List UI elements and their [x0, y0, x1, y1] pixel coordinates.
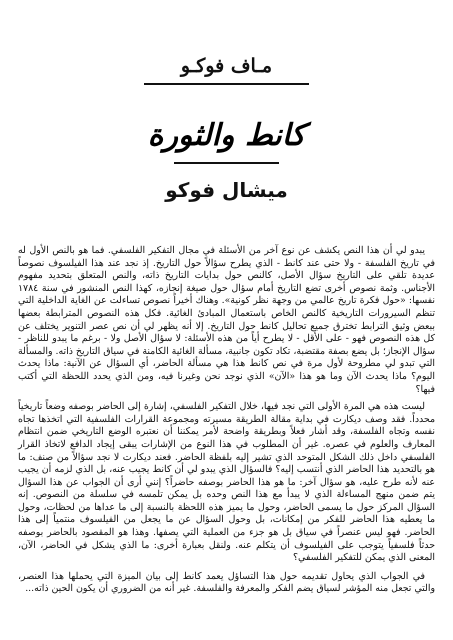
article-title-block — [0, 118, 453, 202]
title-divider — [174, 162, 279, 164]
article-body — [18, 245, 435, 601]
running-header — [0, 55, 453, 85]
article-title: كانط والثورة — [147, 118, 306, 153]
body-paragraph: يبدو لي أن هذا النص يكشف عن نوع آخر من الأسئلة في مجال التفكير الفلسفي. فما هو بالنص الأول له في تاريخ الفلسفة - ولا حتى عند كانط - الذي يطرح سؤالاً حول التاريخ. إذ نجد عند هذا الفيلسوف نصوصاً عديدة تلقي على التاريخ سؤال الأصل، كالنص حول بدايات التاريخ ذاته، والنص المتعلق بتحديد مفهوم الأجناس. وثمة نصوص أخرى تضع التاريخ أمام سؤال حول صيغة إنجازه، كهذا النص المنشور في سنة ١٧٨٤ نفسها: «حول فكرة تاريخ عالمي من وجهة نظر كونية». وهناك أخيراً نصوص تساءلت عن الغاية الداخلية التي تنظم السيرورات التاريخية كالنص الخاص باستعمال المبادئ الغائية. فكل هذه النصوص المترابطة بعضها ببعض وثيق الترابط تخترق جميع تحاليل كانط حول التاريخ. إلا أنه يظهر لي أن نص عصر التنوير يختلف عن كل هذه النصوص فهو - على الأقل - لا يطرح أياً من هذه الأسئلة: لا سؤال الأصل ولا - برغم ما يبدو للناظر - سؤال الإنجاز؛ بل يضع بصفة مقتضبة، تكاد تكون جانبية، مسألة الغائية الكامنة في سياق التاريخ ذاته. والمسألة التي تبدو لي مطروحة لأول مرة في نص كانط هذا هي مسألة الحاضر، أي السؤال عن الآنية: ماذا يحدث اليوم؟ ماذا يحدث الآن وما هو هذا «الآن» الذي نوجد نحن وغيرنا فيه، ومن الذي يحدد اللحظة التي أكتب فيها؟ — [18, 245, 435, 395]
body-paragraph: في الجواب الذي يحاول تقديمه حول هذا التساؤل يعمد كانط إلى بيان الميزة التي يحملها هذا العنصر، والتي تجعل منه المؤشر لسياق يضم الفكر والمعرفة والفلسفة. غير أنه من الضروري أن يكون الحين ذاته... — [18, 570, 435, 595]
article-author: ميشال فوكو — [165, 178, 288, 202]
header-divider — [144, 83, 309, 85]
body-paragraph: ليست هذه هي المرة الأولى التي نجد فيها، خلال التفكير الفلسفي، إشارة إلى الحاضر بوصفه وضعاً تاريخياً محدداً. فقد وصف ديكارت في بداية مقالة الطريقة مسيرته ومجموعة القرارات الفلسفية التي اتخذها تجاه نفسه وتجاه الفلسفة، وقد أشار فعلاً وبطريقة واضحة لأمر يمكننا أن نعتبره الوضع التاريخي ضمن انتظام المعارف والعلوم في عصره. غير أن المطلوب في هذا النوع من الإشارات يبقى إيجاد الدافع لاتخاذ القرار الفلسفي داخل ذلك الشكل المتوحد الذي تشير إليه بلفظة الحاضر. فعند ديكارت لا نجد سؤالاً من صنف: ما هو بالتحديد هذا الحاضر الذي أنتسب إليه؟ فالسؤال الذي يبدو لي أن كانط يجيب عنه، بل الذي لزمه أن يجيب عنه لأنه طرح عليه، هو سؤال آخر: ما هو هذا الحاضر بوصفه حاضراً؟ إنني أرى أن الجواب عن هذا السؤال يتم ضمن منهج المساءلة الذي لا يبدأ مع هذا النص وحده بل يمكن تلمسه في سلسلة من النصوص. إنه السؤال المركز حول ما يسمى الحاضر، وحول ما يميز هذه اللحظة بالنسبة إلى ما عداها من لحظات، وحول ما يعطيه هذا الحاضر للفكر من إمكانات، بل وحول السؤال عن ما يجعل من الفيلسوف منتمياً إلى هذا الحاضر. فهو ليس عنصراً في سياق بل هو جزء من العملية التي يصفها. وهذا هو المقصود بالحاضر بوصفه حدثاً فلسفياً يتوجب على الفيلسوف أن يتكلم عنه. ولنقل بعبارة أخرى: ما الذي يشكل في الحاضر، الآن، المعنى الذي يمكن للتفكير الفلسفي؟ — [18, 401, 435, 564]
header-author-name: مـاف فوكـو — [180, 55, 273, 77]
